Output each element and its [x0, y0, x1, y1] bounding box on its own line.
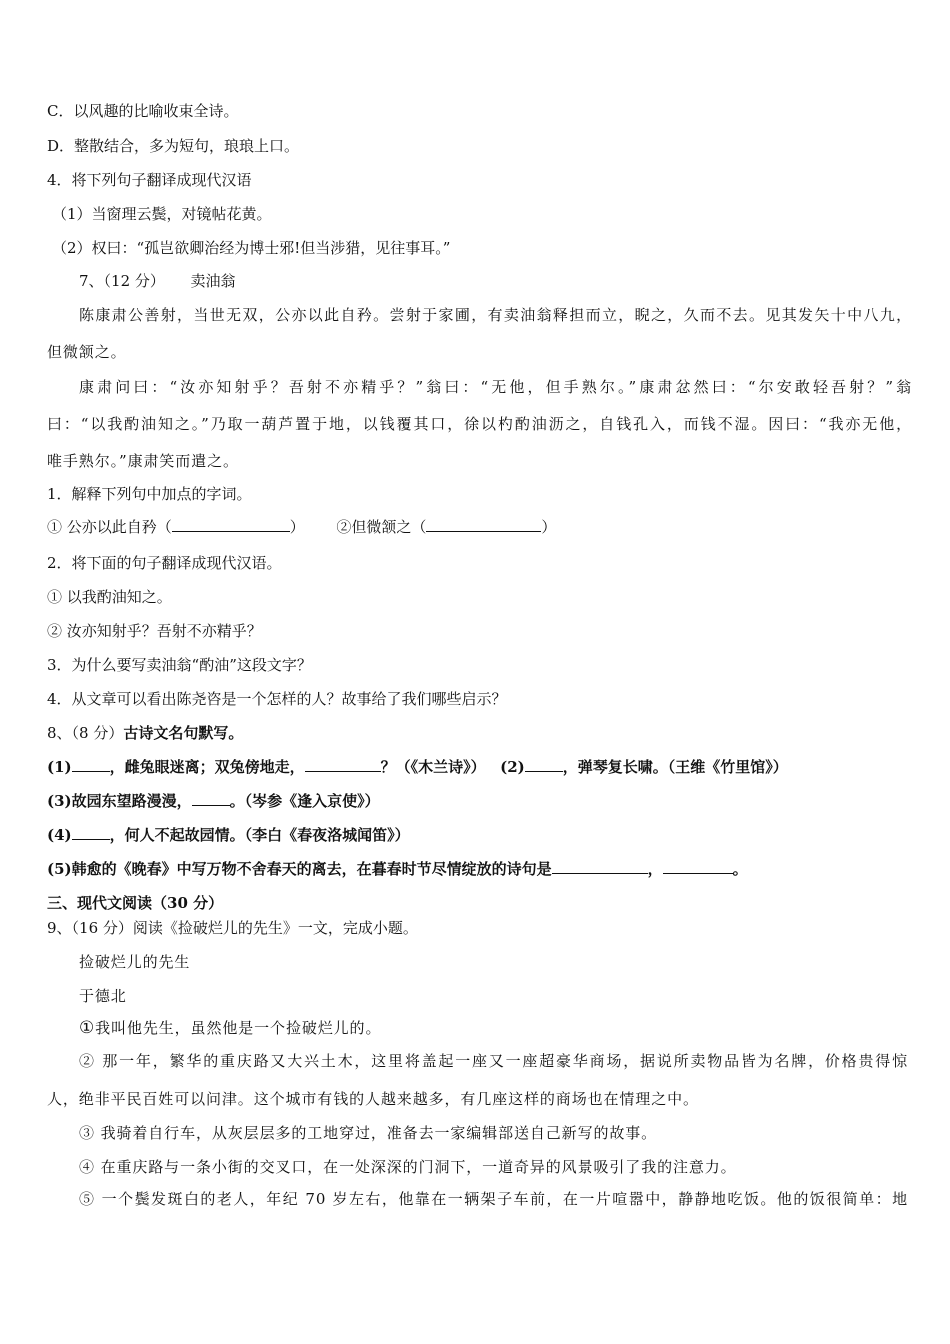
option-c: C．以风趣的比喻收束全诗。: [47, 102, 239, 120]
section-8-header: 8、（8 分）古诗文名句默写。: [47, 724, 244, 742]
article-title: 捡破烂儿的先生: [79, 953, 191, 971]
article-author: 于德北: [79, 987, 127, 1005]
passage-paragraph-1: 陈康肃公善射，当世无双，公亦以此自矜。尝射于家圃，有卖油翁释担而立，睨之，久而不去。见其发矢十中八九，: [79, 306, 912, 324]
answer-blank-1b[interactable]: [426, 517, 541, 532]
section-3-heading: 三、现代文阅读（30 分）: [47, 894, 224, 912]
article-paragraph-2-cont: 人，绝非平民百姓可以问津。这个城市有钱的人越来越多，有几座这样的商场也在情理之中。: [47, 1090, 699, 1108]
question-4-item-1: （1）当窗理云鬓，对镜帖花黄。: [52, 205, 272, 223]
passage-paragraph-2-end: 唯手熟尔。”康肃笑而遣之。: [47, 452, 239, 470]
section-8-line-1: (1) ，雌兔眼迷离；双兔傍地走， ？（《木兰诗》） (2) ，弹琴复长啸。（王维《竹里馆》）: [47, 758, 788, 776]
answer-blank-8-5a[interactable]: [552, 859, 648, 874]
answer-blank-8-2[interactable]: [525, 757, 563, 772]
article-paragraph-2: ② 那一年，繁华的重庆路又大兴土木，这里将盖起一座又一座超豪华商场，据说所卖物品皆为名牌，价格贵得惊: [79, 1052, 908, 1070]
article-paragraph-1: ①我叫他先生，虽然他是一个捡破烂儿的。: [79, 1018, 382, 1038]
s7-question-1: 1．解释下列句中加点的字词。: [47, 485, 252, 503]
question-4-prompt: 4．将下列句子翻译成现代汉语: [47, 171, 252, 189]
answer-blank-8-5b[interactable]: [663, 859, 733, 874]
s7-question-2a: ① 以我酌油知之。: [47, 588, 172, 606]
answer-blank-8-3[interactable]: [192, 791, 230, 806]
question-9-prompt: 9、（16 分）阅读《捡破烂儿的先生》一文，完成小题。: [47, 919, 418, 937]
section-8-line-4: (5)韩愈的《晚春》中写万物不舍春天的离去，在暮春时节尽情绽放的诗句是 ， 。: [47, 860, 748, 878]
article-paragraph-3: ③ 我骑着自行车，从灰层层多的工地穿过，准备去一家编辑部送自己新写的故事。: [79, 1124, 658, 1142]
answer-blank-8-1b[interactable]: [305, 757, 381, 772]
passage-paragraph-1-cont: 但微颔之。: [47, 343, 127, 361]
s7-question-2: 2．将下面的句子翻译成现代汉语。: [47, 554, 282, 572]
article-paragraph-4: ④ 在重庆路与一条小街的交叉口，在一处深深的门洞下，一道奇异的风景吸引了我的注意力。: [79, 1158, 737, 1176]
article-paragraph-5: ⑤ 一个鬓发斑白的老人，年纪 70 岁左右，他靠在一辆架子车前，在一片喧嚣中，静静地吃饭。他的饭很简单：地: [79, 1190, 908, 1208]
answer-blank-8-4[interactable]: [72, 825, 110, 840]
option-d: D．整散结合，多为短句，琅琅上口。: [47, 137, 300, 155]
section-7-title: 卖油翁: [190, 272, 236, 290]
section-7-header: [79, 271, 910, 291]
s7-question-4: 4．从文章可以看出陈尧咨是一个怎样的人？故事给了我们哪些启示？: [47, 690, 507, 708]
s7-question-2b: ② 汝亦知射乎？吾射不亦精乎？: [47, 622, 262, 640]
answer-blank-8-1a[interactable]: [72, 757, 110, 772]
section-8-line-2: (3)故园东望路漫漫， 。（岑参《逢入京使》）: [47, 792, 380, 810]
question-4-item-2: （2）权曰：“孤岂欲卿治经为博士邪!但当涉猎，见往事耳。”: [52, 239, 451, 257]
section-7-score: 7、（12 分）: [79, 272, 165, 290]
passage-paragraph-2: 康肃问曰：“汝亦知射乎？吾射不亦精乎？”翁曰：“无他，但手熟尔。”康肃忿然曰：“尔安敢轻吾射？”翁: [79, 378, 912, 396]
passage-paragraph-2-cont: 曰：“以我酌油知之。”乃取一葫芦置于地，以钱覆其口，徐以杓酌油沥之，自钱孔入，而钱不湿。因曰：“我亦无他，: [47, 415, 912, 433]
s7-question-1-items: ① 公亦以此自矜（ ） ②但微颔之（ ）: [47, 518, 557, 536]
s7-question-3: 3．为什么要写卖油翁“酌油”这段文字？: [47, 656, 312, 674]
section-8-line-3: (4) ，何人不起故园情。（李白《春夜洛城闻笛》）: [47, 826, 410, 844]
answer-blank-1a[interactable]: [172, 517, 290, 532]
